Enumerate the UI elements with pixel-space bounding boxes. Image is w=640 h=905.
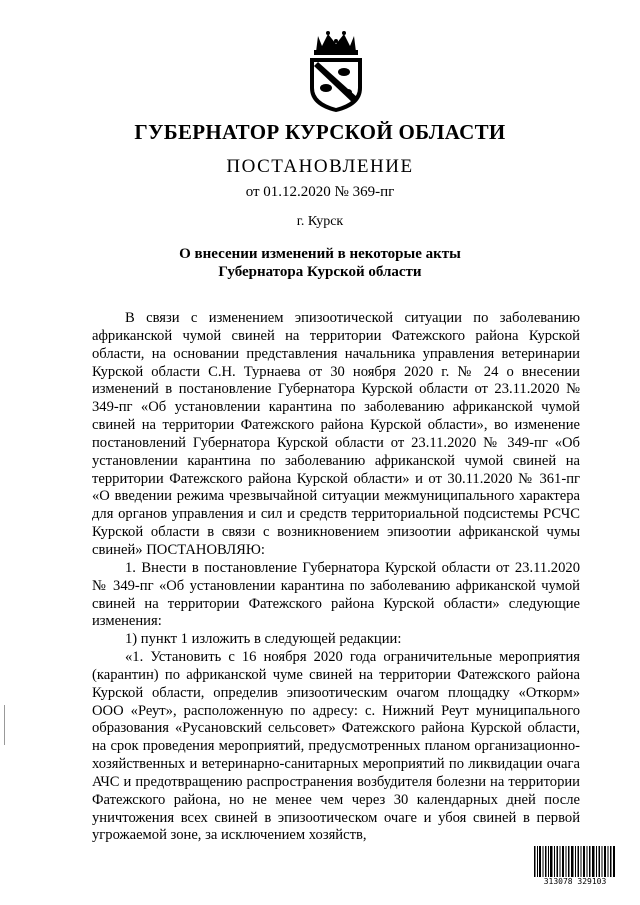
coat-of-arms-icon [304,30,368,114]
body-paragraph-item-1: 1. Внести в постановление Губернатора Курской области от 23.11.2020 № 349-пг «Об установлении карантина по заболеванию африканской чумой свиней на территории Фатежского района Курской области» следующие изменения: [92,559,580,630]
barcode-number: 313078 329103 [534,877,616,886]
document-place: г. Курск [296,214,344,229]
body-paragraph-quote: «1. Установить с 16 ноября 2020 года ограничительные мероприятия (карантин) по африканской чуме свиней на территории Фатежского района Курской области, определив эпизоотическим очагом площадку «Откорм» ООО «Реут», расположенную по адресу: с. Нижний Реут муниципального образования «Русановский сельсовет» Фатежского района Курской области, на срок проведения мероприятий, предусмотренных планом организационно-хозяйственных и ветеринарно-санитарных мероприятий по ликвидации очага АЧС и предотвращению распространения возбудителя болезни на территории Фатежского района, но не менее чем через 30 календарных дней после уничтожения всех свиней в эпизоотическом очаге и убоя свиней в первой угрожаемой зоне, за исключением хозяйств, [92,649,580,844]
document-type: ПОСТАНОВЛЕНИЕ [226,156,414,177]
body-paragraph-preamble: В связи с изменением эпизоотической ситуации по заболеванию африканской чумой свиней на территории Фатежского района Курской области, на основании представления начальника управления ветеринарии Курской области С.Н. Турнаева от 30 ноября 2020 г. № 24 о внесении изменений в постановление Губернатора Курской области от 23.11.2020 № 349-пг «Об установлении карантина по заболеванию африканской чумой свиней на территории Фатежского района Курской области», во изменение постановлений Губернатора Курской области от 23.11.2020 № 349-пг «Об установлении карантина по заболеванию африканской чумой свиней на территории Фатежского района Курской области» и от 30.11.2020 № 361-пг «О введении режима чрезвычайной ситуации межмуниципального характера для органов управления и сил и средств территориальной подсистемы РСЧС Курской области в связи с возникновением эпизоотии африканской чумы свиней» ПОСТАНОВЛЯЮ: [92,310,580,558]
barcode [534,846,616,886]
document-body [92,310,580,845]
document-subject [0,245,640,281]
page-title: ГУБЕРНАТОР КУРСКОЙ ОБЛАСТИ [134,120,506,144]
body-paragraph-subitem-1: 1) пункт 1 изложить в следующей редакции: [125,631,402,648]
subject-line-2: Губернатора Курской области [218,264,422,280]
margin-mark [4,705,5,745]
subject-line-1: О внесении изменений в некоторые акты [179,246,461,262]
document-number: от 01.12.2020 № 369-пг [245,184,395,200]
